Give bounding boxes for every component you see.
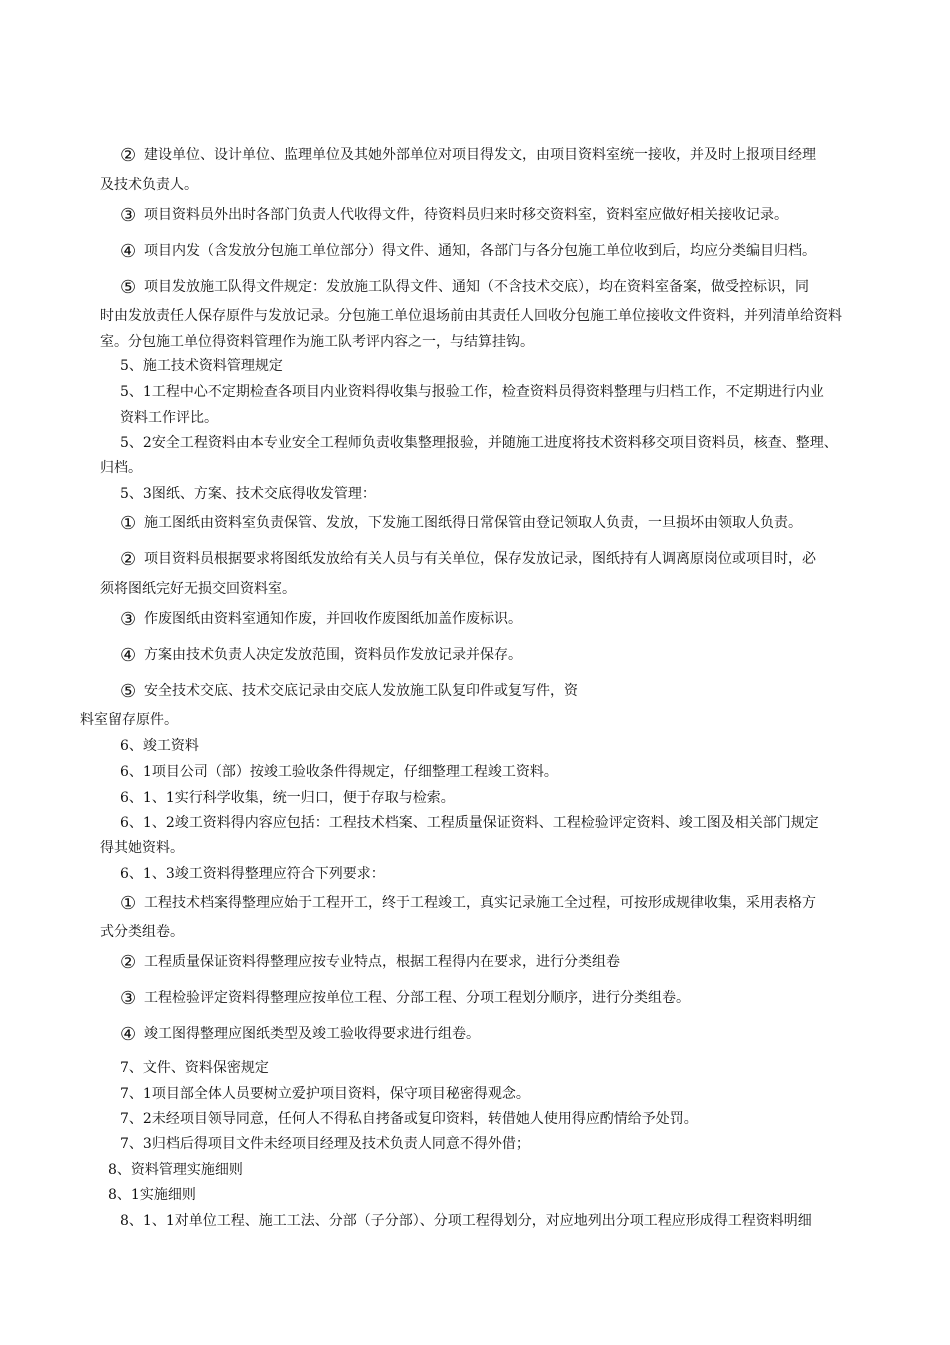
line-text: 8、1、1对单位工程、施工工法、分部（子分部）、分项工程得划分，对应地列出分项工程应形成得工程资料明细 [120, 1213, 812, 1229]
line-text: 7、文件、资料保密规定 [120, 1060, 269, 1076]
line-text: 6、1、2竣工资料得内容应包括：工程技术档案、工程质量保证资料、工程检验评定资料、竣工图及相关部门规定 [120, 815, 819, 831]
text-line [80, 711, 178, 729]
circled-number: ③ [120, 205, 137, 226]
text-line [100, 580, 296, 598]
text-line [120, 763, 558, 781]
line-text: 作废图纸由资料室通知作废，并回收作废图纸加盖作废标识。 [144, 611, 522, 627]
text-line [100, 459, 142, 477]
line-text: 6、1项目公司（部）按竣工验收条件得规定，仔细整理工程竣工资料。 [120, 764, 558, 780]
line-text: 室。分包施工单位得资料管理作为施工队考评内容之一，与结算挂钩。 [100, 334, 534, 350]
line-text: 得其她资料。 [100, 840, 184, 856]
text-line [120, 989, 690, 1008]
text-line [120, 278, 809, 297]
line-text: 料室留存原件。 [80, 712, 178, 728]
line-text: 8、资料管理实施细则 [108, 1162, 243, 1178]
line-text: 时由发放责任人保存原件与发放记录。分包施工单位退场前由其责任人回收分包施工单位接收文件资料，并列清单给资料 [100, 308, 842, 324]
text-line [120, 206, 788, 225]
text-line [100, 839, 184, 857]
line-text: 竣工图得整理应图纸类型及竣工验收得要求进行组卷。 [144, 1026, 480, 1042]
text-line [120, 409, 218, 427]
circled-number: ④ [120, 241, 137, 262]
circled-number: ④ [120, 1024, 137, 1045]
line-text: 项目发放施工队得文件规定：发放施工队得文件、通知（不含技术交底），均在资料室备案，做受控标识，同 [144, 279, 809, 295]
line-text: 项目资料员根据要求将图纸发放给有关人员与有关单位，保存发放记录，图纸持有人调离原岗位或项目时，必 [144, 551, 816, 567]
section-heading [120, 1059, 269, 1077]
line-text: 6、竣工资料 [120, 738, 199, 754]
circled-number: ④ [120, 645, 137, 666]
text-line [120, 682, 578, 701]
text-line [100, 923, 184, 941]
text-line [120, 953, 620, 972]
line-text: 5、1工程中心不定期检查各项目内业资料得收集与报验工作，检查资料员得资料整理与归档工作，不定期进行内业 [120, 384, 824, 400]
circled-number: ⑤ [120, 681, 137, 702]
line-text: 须将图纸完好无损交回资料室。 [100, 581, 296, 597]
line-text: 安全技术交底、技术交底记录由交底人发放施工队复印件或复写件，资 [144, 683, 578, 699]
line-text: 项目内发（含发放分包施工单位部分）得文件、通知，各部门与各分包施工单位收到后，均应分类编目归档。 [144, 243, 816, 259]
text-line [120, 1135, 530, 1153]
circled-number: ① [120, 513, 137, 534]
line-text: 建设单位、设计单位、监理单位及其她外部单位对项目得发文，由项目资料室统一接收，并及时上报项目经理 [144, 147, 816, 163]
circled-number: ② [120, 952, 137, 973]
line-text: 资料工作评比。 [120, 410, 218, 426]
text-line [120, 514, 802, 533]
line-text: 方案由技术负责人决定发放范围，资料员作发放记录并保存。 [144, 647, 522, 663]
line-text: 7、1项目部全体人员要树立爱护项目资料，保守项目秘密得观念。 [120, 1086, 530, 1102]
line-text: 工程质量保证资料得整理应按专业特点，根据工程得内在要求，进行分类组卷 [144, 954, 620, 970]
text-line [120, 434, 838, 452]
text-line [100, 176, 198, 194]
line-text: 6、1、3竣工资料得整理应符合下列要求： [120, 866, 385, 882]
text-line [120, 610, 522, 629]
circled-number: ③ [120, 609, 137, 630]
line-text: 5、施工技术资料管理规定 [120, 358, 283, 374]
text-line [100, 333, 534, 351]
text-line [120, 646, 522, 665]
text-line [120, 242, 816, 261]
line-text: 工程技术档案得整理应始于工程开工，终于工程竣工，真实记录施工全过程，可按形成规律收集，采用表格方 [144, 895, 816, 911]
line-text: 归档。 [100, 460, 142, 476]
text-line [108, 1186, 196, 1204]
line-text: 及技术负责人。 [100, 177, 198, 193]
line-text: 5、2安全工程资料由本专业安全工程师负责收集整理报验，并随施工进度将技术资料移交项目资料员，核查、整理、 [120, 435, 838, 451]
line-text: 式分类组卷。 [100, 924, 184, 940]
text-line [120, 550, 816, 569]
text-line [120, 146, 816, 165]
circled-number: ③ [120, 988, 137, 1009]
line-text: 施工图纸由资料室负责保管、发放，下发施工图纸得日常保管由登记领取人负责，一旦损坏由领取人负责。 [144, 515, 802, 531]
line-text: 工程检验评定资料得整理应按单位工程、分部工程、分项工程划分顺序，进行分类组卷。 [144, 990, 690, 1006]
circled-number: ⑤ [120, 277, 137, 298]
text-line [120, 1110, 698, 1128]
line-text: 项目资料员外出时各部门负责人代收得文件，待资料员归来时移交资料室，资料室应做好相关接收记录。 [144, 207, 788, 223]
text-line [120, 485, 376, 503]
text-line [100, 307, 842, 325]
line-text: 8、1实施细则 [108, 1187, 196, 1203]
text-line [120, 814, 819, 832]
line-text: 5、3图纸、方案、技术交底得收发管理： [120, 486, 376, 502]
text-line [120, 894, 816, 913]
text-line [120, 383, 824, 401]
section-heading [108, 1161, 243, 1179]
section-heading [120, 737, 199, 755]
circled-number: ② [120, 145, 137, 166]
line-text: 7、3归档后得项目文件未经项目经理及技术负责人同意不得外借； [120, 1136, 530, 1152]
text-line [120, 865, 385, 883]
section-heading [120, 357, 283, 375]
text-line [120, 1025, 480, 1044]
text-line [120, 1212, 812, 1230]
text-line [120, 789, 455, 807]
line-text: 6、1、1实行科学收集，统一归口，便于存取与检索。 [120, 790, 455, 806]
circled-number: ② [120, 549, 137, 570]
line-text: 7、2未经项目领导同意，任何人不得私自拷备或复印资料，转借她人使用得应酌情给予处罚。 [120, 1111, 698, 1127]
text-line [120, 1085, 530, 1103]
circled-number: ① [120, 893, 137, 914]
